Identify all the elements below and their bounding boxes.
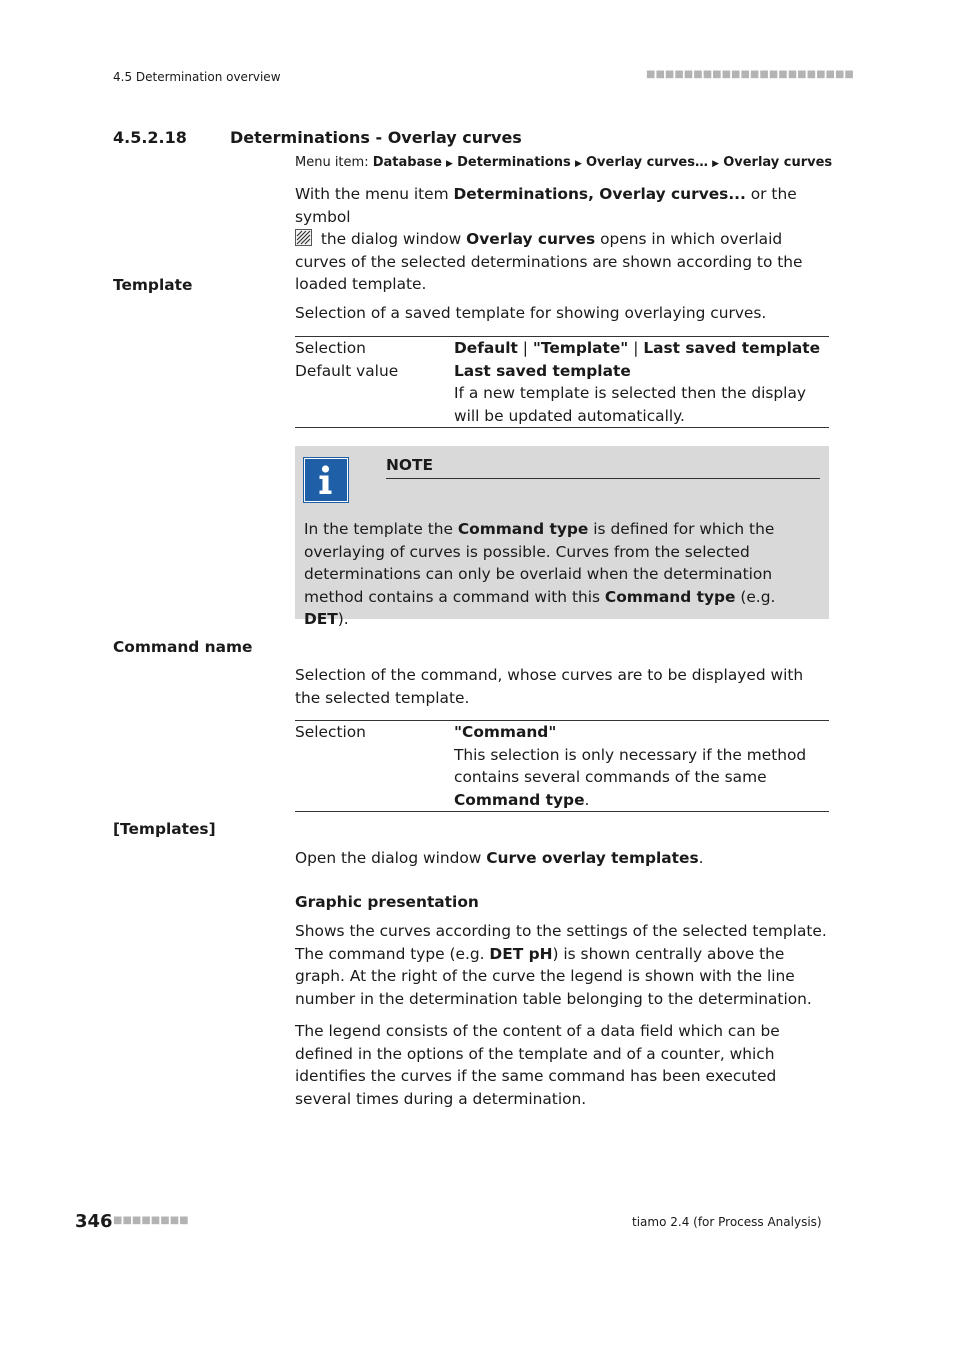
section-number: 4.5.2.18	[113, 128, 187, 147]
command-name-label: Command name	[113, 638, 253, 656]
footer-dot-bar: ■■■■■■■■	[113, 1215, 189, 1226]
selection-value-cell: "Command" This selection is only necessary if the method contains several commands of the same Command type.	[454, 723, 807, 809]
default-value-cell: Last saved template If a new template is selected then the display will be updated automatically.	[454, 361, 806, 425]
menu-item-prefix: Menu item:	[295, 155, 369, 170]
page-number: 346	[75, 1211, 113, 1232]
graphic-presentation-heading: Graphic presentation	[295, 893, 479, 911]
menu-path-2: Determinations	[457, 155, 571, 170]
graphic-paragraph-1: Shows the curves according to the settings of the selected template. The command type (e.g. DET pH) is shown centrally above the graph. At the right of the curve the legend is shown with the line number in the determination table belonging to the determination.	[295, 922, 827, 1008]
header-dot-bar: ■■■■■■■■■■■■■■■■■■■■■■	[646, 69, 854, 80]
table-row	[295, 337, 829, 360]
note-title: NOTE	[386, 456, 820, 479]
running-header-section: 4.5 Determination overview	[113, 70, 281, 84]
menu-separator-icon: ▶	[712, 159, 720, 169]
template-description: Selection of a saved template for showing overlaying curves.	[295, 304, 767, 322]
intro-paragraph: With the menu item Determinations, Overlay curves... or the symbol the dialog window Overlay curves opens in which overlaid curves of the selected determinations are shown according to the loaded template.	[295, 185, 803, 293]
template-parameter-table	[295, 336, 829, 428]
graphic-paragraph-2: The legend consists of the content of a data field which can be defined in the options of the template and of a counter, which identifies the curves if the same command has been executed several times during a determination.	[295, 1022, 780, 1108]
command-name-parameter-table	[295, 720, 829, 812]
section-title: Determinations - Overlay curves	[230, 128, 522, 147]
menu-separator-icon: ▶	[574, 159, 582, 169]
table-row	[295, 721, 829, 811]
selection-key: Selection	[295, 339, 366, 357]
command-name-description: Selection of the command, whose curves are to be displayed with the selected template.	[295, 666, 804, 707]
menu-path-4: Overlay curves	[723, 155, 833, 170]
note-text: In the template the Command type is defined for which the overlaying of curves is possible. Curves from the selected determinations can only be overlaid when the determination method contains a command with this Command type (e.g. DET).	[304, 520, 776, 628]
templates-button-label: [Templates]	[113, 820, 216, 838]
templates-button-description: Open the dialog window Curve overlay templates.	[295, 849, 704, 867]
selection-values: Default | "Template" | Last saved template	[454, 339, 821, 357]
menu-path-3: Overlay curves…	[586, 155, 708, 170]
template-label: Template	[113, 276, 193, 294]
table-row	[295, 360, 829, 428]
selection-key: Selection	[295, 723, 366, 741]
footer-product: tiamo 2.4 (for Process Analysis)	[632, 1215, 822, 1229]
menu-separator-icon: ▶	[446, 159, 453, 169]
default-value-key: Default value	[295, 361, 399, 380]
note-box	[295, 446, 829, 628]
menu-path-1: Database	[372, 155, 442, 170]
info-icon	[304, 458, 348, 502]
overlay-curves-icon	[295, 229, 312, 246]
menu-item-path	[295, 155, 832, 170]
